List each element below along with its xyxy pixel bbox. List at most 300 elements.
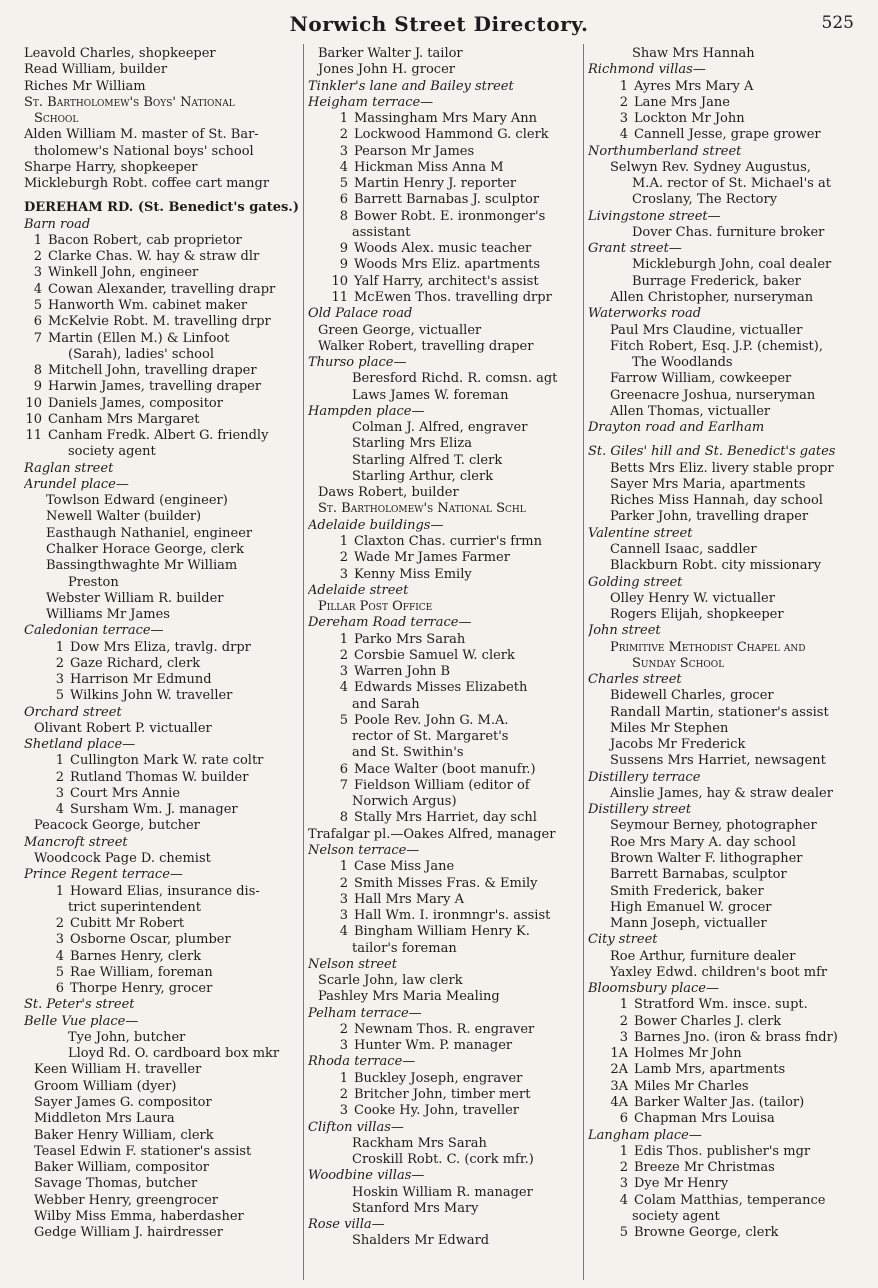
- directory-entry: [24, 884, 300, 900]
- directory-entry: [588, 225, 866, 241]
- entry-text: Mann Joseph, victualler: [610, 916, 767, 932]
- house-number: 3: [55, 932, 64, 948]
- street-heading: [308, 404, 580, 420]
- directory-entry: [24, 1062, 300, 1078]
- street-heading: [588, 444, 866, 460]
- entry-text: Barn road: [24, 216, 91, 232]
- directory-entry: [308, 762, 580, 778]
- directory-entry: [588, 607, 866, 623]
- entry-text: Ayres Mrs Mary A: [634, 78, 754, 94]
- directory-entry: [24, 818, 300, 834]
- entry-text: Daws Robert, builder: [318, 485, 459, 501]
- entry-text: Drayton road and Earlham: [588, 420, 765, 436]
- entry-text: Case Miss Jane: [354, 859, 455, 875]
- directory-entry: [588, 640, 866, 656]
- directory-entry: [24, 932, 300, 948]
- house-number: 1: [619, 997, 628, 1013]
- directory-entry: [588, 558, 866, 574]
- entry-text: society agent: [68, 444, 156, 460]
- directory-entry: [24, 949, 300, 965]
- entry-text: Parker John, travelling draper: [610, 509, 809, 525]
- directory-entry: [588, 493, 866, 509]
- directory-entry: [24, 558, 300, 574]
- directory-entry: [308, 680, 580, 696]
- directory-entry: [308, 924, 580, 940]
- directory-entry: [308, 567, 580, 583]
- entry-text: Distillery terrace: [588, 769, 701, 785]
- directory-entry: [588, 835, 866, 851]
- entry-text: assistant: [352, 224, 411, 240]
- directory-entry: [588, 404, 866, 420]
- entry-text: Cooke Hy. John, traveller: [354, 1103, 520, 1119]
- entry-text: Barker Walter J. tailor: [318, 46, 463, 61]
- house-number: 1: [339, 533, 348, 549]
- entry-text: Massingham Mrs Mary Ann: [354, 111, 538, 127]
- entry-text: Court Mrs Annie: [70, 785, 181, 801]
- house-number: 7: [33, 330, 42, 346]
- directory-entry: [588, 355, 866, 371]
- entry-text: Chalker Horace George, clerk: [46, 541, 245, 557]
- directory-entry: [308, 176, 580, 192]
- directory-entry: [24, 607, 300, 623]
- entry-text: Alden William M. master of St. Bar-: [24, 127, 259, 143]
- directory-entry: [588, 461, 866, 477]
- street-heading: [588, 209, 866, 225]
- house-number: 6: [33, 314, 42, 330]
- entry-text: Newell Walter (builder): [46, 509, 202, 525]
- entry-text: Paul Mrs Claudine, victualler: [610, 322, 803, 338]
- directory-entry: [24, 591, 300, 607]
- house-number: 7: [339, 777, 348, 793]
- directory-entry: [588, 339, 866, 355]
- house-number: 2: [339, 127, 348, 143]
- entry-text: Jones John H. grocer: [318, 62, 455, 78]
- house-number: 2: [339, 1021, 348, 1037]
- house-number: 3: [339, 1038, 348, 1054]
- entry-text: Bacon Robert, cab proprietor: [48, 232, 242, 248]
- entry-text: Barnes Jno. (iron & brass fndr): [634, 1029, 838, 1045]
- house-number: 3A: [610, 1078, 628, 1094]
- directory-entry: [24, 428, 300, 444]
- entry-text: Allen Thomas, victualler: [610, 403, 771, 419]
- entry-text: Smith Misses Fras. & Emily: [354, 875, 538, 891]
- directory-entry: [588, 290, 866, 306]
- street-heading: [24, 737, 300, 753]
- entry-text: Poole Rev. John G. M.A.: [354, 712, 509, 728]
- entry-text: Distillery street: [588, 802, 692, 818]
- house-number: 2: [339, 550, 348, 566]
- street-heading: [588, 62, 866, 78]
- entry-text: The Woodlands: [632, 355, 733, 371]
- directory-entry: [308, 632, 580, 648]
- entry-text: society agent: [632, 1208, 720, 1224]
- directory-entry: [24, 412, 300, 428]
- entry-text: Bower Robt. E. ironmonger's: [354, 208, 546, 224]
- entry-text: Buckley Joseph, engraver: [354, 1070, 523, 1086]
- entry-text: Webber Henry, greengrocer: [34, 1192, 219, 1208]
- directory-entry: [308, 794, 580, 810]
- entry-text: Caledonian terrace—: [24, 623, 164, 639]
- directory-entry: [24, 396, 300, 412]
- house-number: 6: [619, 1111, 628, 1127]
- directory-entry: [24, 802, 300, 818]
- directory-entry: [24, 493, 300, 509]
- directory-entry: [588, 509, 866, 525]
- directory-entry: [588, 1144, 866, 1160]
- entry-text: Cowan Alexander, travelling drapr: [48, 281, 276, 297]
- house-number: 2: [339, 875, 348, 891]
- entry-text: Colman J. Alfred, engraver: [352, 420, 528, 436]
- directory-entry: [588, 721, 866, 737]
- street-heading: [588, 672, 866, 688]
- entry-text: Raglan street: [24, 460, 114, 476]
- directory-entry: [308, 257, 580, 273]
- directory-entry: [588, 1046, 866, 1062]
- entry-text: Leavold Charles, shopkeeper: [24, 46, 216, 61]
- directory-entry: [308, 729, 580, 745]
- house-number: 11: [331, 289, 348, 305]
- street-heading: [588, 306, 866, 322]
- directory-entry: [588, 851, 866, 867]
- directory-entry: [588, 884, 866, 900]
- entry-text: Clarke Chas. W. hay & straw dlr: [48, 249, 260, 265]
- directory-entry: [24, 111, 300, 127]
- entry-text: Rutland Thomas W. builder: [70, 769, 249, 785]
- directory-entry: [24, 1079, 300, 1095]
- directory-entry: [588, 388, 866, 404]
- directory-entry: [588, 257, 866, 273]
- house-number: 1A: [610, 1046, 628, 1062]
- entry-text: Roe Arthur, furniture dealer: [610, 948, 796, 964]
- directory-entry: [588, 1225, 866, 1241]
- directory-entry: [588, 656, 866, 672]
- directory-entry: [308, 436, 580, 452]
- entry-text: Fitch Robert, Esq. J.P. (chemist),: [610, 338, 823, 354]
- street-heading: [24, 1014, 300, 1030]
- entry-text: Clifton villas—: [308, 1119, 404, 1135]
- directory-entry: [24, 95, 300, 111]
- entry-text: Richmond villas—: [588, 62, 706, 78]
- directory-entry: [588, 274, 866, 290]
- entry-text: Dye Mr Henry: [634, 1176, 729, 1192]
- street-heading: [588, 144, 866, 160]
- entry-text: Winkell John, engineer: [48, 265, 199, 281]
- directory-entry: [308, 209, 580, 225]
- entry-text: DEREHAM RD. (St. Benedict's gates.): [24, 200, 299, 216]
- entry-text: Canham Mrs Margaret: [48, 411, 200, 427]
- entry-text: Baker William, compositor: [34, 1160, 210, 1176]
- entry-text: Nelson street: [308, 956, 397, 972]
- directory-entry: [588, 786, 866, 802]
- directory-entry: [308, 1136, 580, 1152]
- entry-text: trict superintendent: [68, 899, 201, 915]
- entry-text: Cannell Isaac, saddler: [610, 541, 757, 557]
- street-heading: [24, 705, 300, 721]
- entry-text: Bassingthwaghte Mr William: [46, 558, 238, 574]
- house-number: 3: [339, 891, 348, 907]
- directory-entry: [588, 688, 866, 704]
- house-number: 2: [55, 655, 64, 671]
- entry-text: Sharpe Harry, shopkeeper: [24, 159, 198, 175]
- entry-text: Gaze Richard, clerk: [70, 655, 201, 671]
- entry-text: Hanworth Wm. cabinet maker: [48, 297, 248, 313]
- entry-text: Shalders Mr Edward: [352, 1233, 490, 1249]
- directory-entry: [588, 1014, 866, 1030]
- directory-entry: [588, 176, 866, 192]
- house-number: 3: [33, 265, 42, 281]
- directory-entry: [588, 737, 866, 753]
- directory-entry: [308, 876, 580, 892]
- directory-entry: [308, 111, 580, 127]
- directory-entry: [308, 778, 580, 794]
- house-number: 3: [619, 1176, 628, 1192]
- directory-entry: [308, 144, 580, 160]
- directory-entry: [24, 46, 300, 62]
- entry-text: Webster William R. builder: [46, 590, 224, 606]
- entry-text: Charles street: [588, 672, 682, 688]
- directory-entry: [24, 916, 300, 932]
- entry-text: Barrett Barnabas J. sculptor: [354, 192, 540, 208]
- entry-text: Woods Alex. music teacher: [354, 241, 532, 257]
- entry-text: Stratford Wm. insce. supt.: [634, 997, 808, 1013]
- house-number: 3: [339, 566, 348, 582]
- directory-entry: [308, 1087, 580, 1103]
- entry-text: Sunday School: [632, 655, 725, 671]
- entry-text: Nelson terrace—: [308, 843, 420, 859]
- house-number: 5: [55, 688, 64, 704]
- house-number: 1: [339, 631, 348, 647]
- directory-entry: [24, 1046, 300, 1062]
- directory-entry: [308, 241, 580, 257]
- directory-entry: [588, 371, 866, 387]
- directory-entry: [588, 949, 866, 965]
- entry-text: rector of St. Margaret's: [352, 729, 509, 745]
- directory-entry: [308, 339, 580, 355]
- street-heading: [588, 575, 866, 591]
- directory-entry: [588, 46, 866, 62]
- entry-text: Greenacre Joshua, nurseryman: [610, 387, 816, 403]
- entry-text: Croslany, The Rectory: [632, 192, 778, 208]
- directory-entry: [308, 388, 580, 404]
- section-gap: [24, 192, 300, 200]
- directory-entry: [588, 1095, 866, 1111]
- house-number: 3: [55, 672, 64, 688]
- house-number: 8: [33, 363, 42, 379]
- directory-entry: [24, 331, 300, 347]
- entry-text: Britcher John, timber mert: [354, 1087, 531, 1102]
- house-number: 3: [339, 908, 348, 924]
- entry-text: Bloomsbury place—: [588, 981, 719, 997]
- directory-entry: [588, 1209, 866, 1225]
- entry-text: Smith Frederick, baker: [610, 883, 764, 899]
- entry-text: Shaw Mrs Hannah: [632, 46, 755, 61]
- entry-text: Claxton Chas. currier's frmn: [354, 533, 542, 549]
- entry-text: Starling Alfred T. clerk: [352, 452, 503, 468]
- directory-entry: [588, 542, 866, 558]
- entry-text: (Sarah), ladies' school: [68, 346, 214, 362]
- entry-text: Woodcock Page D. chemist: [34, 851, 211, 867]
- directory-entry: [588, 160, 866, 176]
- entry-text: St. Peter's street: [24, 997, 135, 1013]
- entry-text: Randall Martin, stationer's assist: [610, 704, 829, 720]
- directory-entry: [308, 192, 580, 208]
- entry-text: Lane Mrs Jane: [634, 94, 730, 110]
- directory-entry: [24, 444, 300, 460]
- entry-text: Dow Mrs Eliza, travlg. drpr: [70, 639, 251, 655]
- directory-entry: [308, 1201, 580, 1217]
- entry-text: Parko Mrs Sarah: [354, 631, 466, 647]
- entry-text: Easthaugh Nathaniel, engineer: [46, 525, 253, 541]
- street-heading: [308, 306, 580, 322]
- house-number: 2: [619, 1160, 628, 1176]
- directory-entry: [24, 672, 300, 688]
- house-number: 4: [339, 924, 348, 940]
- entry-text: Canham Fredk. Albert G. friendly: [48, 428, 269, 444]
- directory-entry: [24, 1193, 300, 1209]
- entry-text: Adelaide buildings—: [308, 517, 444, 533]
- directory-entry: [308, 1038, 580, 1054]
- entry-text: Ainslie James, hay & straw dealer: [610, 785, 833, 801]
- entry-text: Grant street—: [588, 241, 682, 257]
- entry-text: Walker Robert, travelling draper: [318, 338, 534, 354]
- entry-text: City street: [588, 932, 658, 948]
- house-number: 2: [33, 249, 42, 265]
- entry-text: Martin (Ellen M.) & Linfoot: [48, 330, 230, 346]
- entry-text: Sayer Mrs Maria, apartments: [610, 476, 806, 492]
- directory-entry: [308, 941, 580, 957]
- entry-text: Harwin James, travelling draper: [48, 379, 262, 395]
- entry-text: Starling Arthur, clerk: [352, 468, 494, 484]
- entry-text: Colam Matthias, temperance: [634, 1192, 826, 1208]
- entry-text: Yaxley Edwd. children's boot mfr: [610, 964, 828, 980]
- directory-entry: [308, 127, 580, 143]
- entry-text: Dereham Road terrace—: [308, 615, 472, 631]
- directory-entry: [588, 867, 866, 883]
- entry-text: St. Giles' hill and St. Benedict's gates: [588, 444, 836, 460]
- entry-text: Mickleburgh John, coal dealer: [632, 257, 832, 273]
- directory-entry: [24, 753, 300, 769]
- entry-text: Keen William H. traveller: [34, 1062, 202, 1078]
- entry-text: Lockwood Hammond G. clerk: [354, 127, 549, 143]
- directory-entry: [24, 526, 300, 542]
- directory-entry: [24, 900, 300, 916]
- entry-text: Harrison Mr Edmund: [70, 672, 212, 688]
- entry-text: Pashley Mrs Maria Mealing: [318, 989, 500, 1005]
- entry-text: Daniels James, compositor: [48, 395, 223, 411]
- entry-text: Williams Mr James: [46, 607, 170, 623]
- street-heading: [308, 583, 580, 599]
- directory-entry: [308, 908, 580, 924]
- entry-text: tailor's foreman: [352, 940, 457, 956]
- entry-text: Hampden place—: [308, 403, 425, 419]
- house-number: 9: [339, 241, 348, 257]
- page-number: 525: [821, 13, 854, 33]
- entry-text: Preston: [68, 574, 119, 590]
- house-number: 11: [25, 428, 42, 444]
- directory-entry: [24, 314, 300, 330]
- entry-text: Farrow William, cowkeeper: [610, 371, 792, 387]
- directory-entry: [588, 79, 866, 95]
- directory-entry: [308, 290, 580, 306]
- entry-text: Lloyd Rd. O. cardboard box mkr: [68, 1046, 280, 1062]
- house-number: 2: [55, 769, 64, 785]
- directory-entry: [588, 323, 866, 339]
- entry-text: Stanford Mrs Mary: [352, 1200, 479, 1216]
- house-number: 2: [619, 1013, 628, 1029]
- directory-entry: [24, 1030, 300, 1046]
- house-number: 2: [339, 647, 348, 663]
- house-number: 4A: [610, 1095, 628, 1110]
- directory-entry: [308, 550, 580, 566]
- street-heading: [308, 1120, 580, 1136]
- entry-text: Prince Regent terrace—: [24, 867, 183, 883]
- directory-entry: [308, 1233, 580, 1249]
- directory-entry: [588, 111, 866, 127]
- directory-entry: [588, 705, 866, 721]
- entry-text: Golding street: [588, 574, 683, 590]
- street-heading: [24, 835, 300, 851]
- entry-text: Hickman Miss Anna M: [354, 159, 504, 175]
- entry-text: Barnes Henry, clerk: [70, 948, 202, 964]
- entry-text: Barker Walter Jas. (tailor): [634, 1095, 805, 1110]
- entry-text: Beresford Richd. R. comsn. agt: [352, 371, 558, 387]
- entry-text: Chapman Mrs Louisa: [634, 1111, 775, 1127]
- entry-text: Peacock George, butcher: [34, 818, 200, 834]
- house-number: 5: [33, 297, 42, 313]
- entry-text: Bingham William Henry K.: [354, 924, 530, 940]
- house-number: 1: [339, 859, 348, 875]
- directory-entry: [308, 501, 580, 517]
- street-heading: [588, 623, 866, 639]
- directory-entry: [24, 1128, 300, 1144]
- street-heading: [308, 518, 580, 534]
- directory-entry: [24, 62, 300, 78]
- house-number: 3: [619, 111, 628, 127]
- entry-text: Hunter Wm. P. manager: [354, 1038, 513, 1054]
- entry-text: Burrage Frederick, baker: [632, 273, 801, 289]
- street-heading: [588, 932, 866, 948]
- directory-entry: [308, 973, 580, 989]
- house-number: 4: [619, 1192, 628, 1208]
- entry-text: Tinkler's lane and Bailey street: [308, 78, 514, 94]
- entry-text: Osborne Oscar, plumber: [70, 932, 231, 948]
- entry-text: Howard Elias, insurance dis-: [70, 883, 260, 899]
- page-header: [0, 10, 878, 40]
- entry-text: Thurso place—: [308, 355, 407, 371]
- entry-text: Middleton Mrs Laura: [34, 1111, 175, 1127]
- section-gap: [588, 436, 866, 444]
- directory-entry: [308, 1152, 580, 1168]
- directory-entry: [308, 1022, 580, 1038]
- street-heading: [308, 95, 580, 111]
- entry-text: Holmes Mr John: [634, 1046, 742, 1062]
- entry-text: Groom William (dyer): [34, 1078, 177, 1094]
- directory-entry: [24, 144, 300, 160]
- directory-entry: [24, 347, 300, 363]
- house-number: 4: [55, 948, 64, 964]
- directory-entry: [308, 323, 580, 339]
- street-heading: [24, 461, 300, 477]
- house-number: 3: [339, 1103, 348, 1119]
- entry-text: and St. Swithin's: [352, 745, 464, 761]
- house-number: 1: [619, 78, 628, 94]
- entry-text: Rogers Elijah, shopkeeper: [610, 607, 784, 623]
- house-number: 3: [619, 1029, 628, 1045]
- house-number: 1: [339, 1070, 348, 1086]
- entry-text: Starling Mrs Eliza: [352, 436, 472, 452]
- directory-entry: [24, 1176, 300, 1192]
- directory-entry: [24, 542, 300, 558]
